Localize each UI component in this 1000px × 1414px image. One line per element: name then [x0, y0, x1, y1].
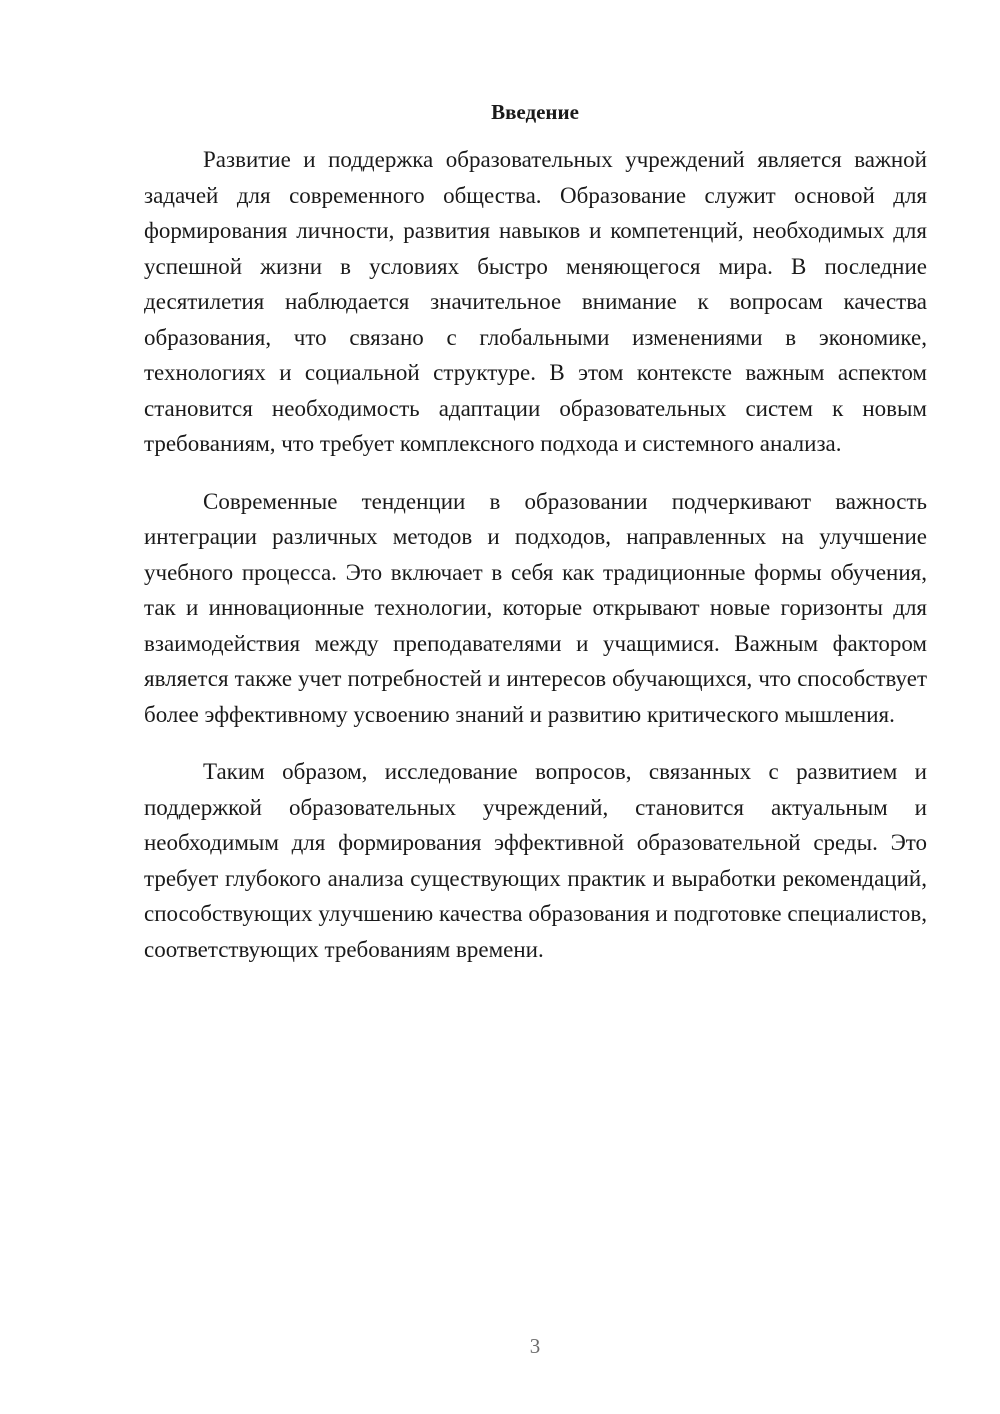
body-text	[144, 142, 927, 989]
paragraph: Развитие и поддержка образовательных учреждений является важной задачей для современного общества. Образование служит основой для формирования личности, развития навыков и компетенций, необходимых для успешной жизни в условиях быстро меняющегося мира. В последние десятилетия наблюдается значительное внимание к вопросам качества образования, что связано с глобальными изменениями в экономике, технологиях и социальной структуре. В этом контексте важным аспектом становится необходимость адаптации образовательных систем к новым требованиям, что требует комплексного подхода и системного анализа.	[144, 147, 927, 456]
paragraph: Современные тенденции в образовании подчеркивают важность интеграции различных методов и подходов, направленных на улучшение учебного процесса. Это включает в себя как традиционные формы обучения, так и инновационные технологии, которые открывают новые горизонты для взаимодействия между преподавателями и учащимися. Важным фактором является также учет потребностей и интересов обучающихся, что способствует более эффективному усвоению знаний и развитию критического мышления.	[144, 488, 927, 727]
section-heading: Введение	[491, 100, 579, 124]
paragraph: Таким образом, исследование вопросов, связанных с развитием и поддержкой образовательных учреждений, становится актуальным и необходимым для формирования эффективной образовательной среды. Это требует глубокого анализа существующих практик и выработки рекомендаций, способствующих улучшению качества образования и подготовке специалистов, соответствующих требованиям времени.	[144, 759, 927, 962]
page-number: 3	[529, 1334, 541, 1358]
